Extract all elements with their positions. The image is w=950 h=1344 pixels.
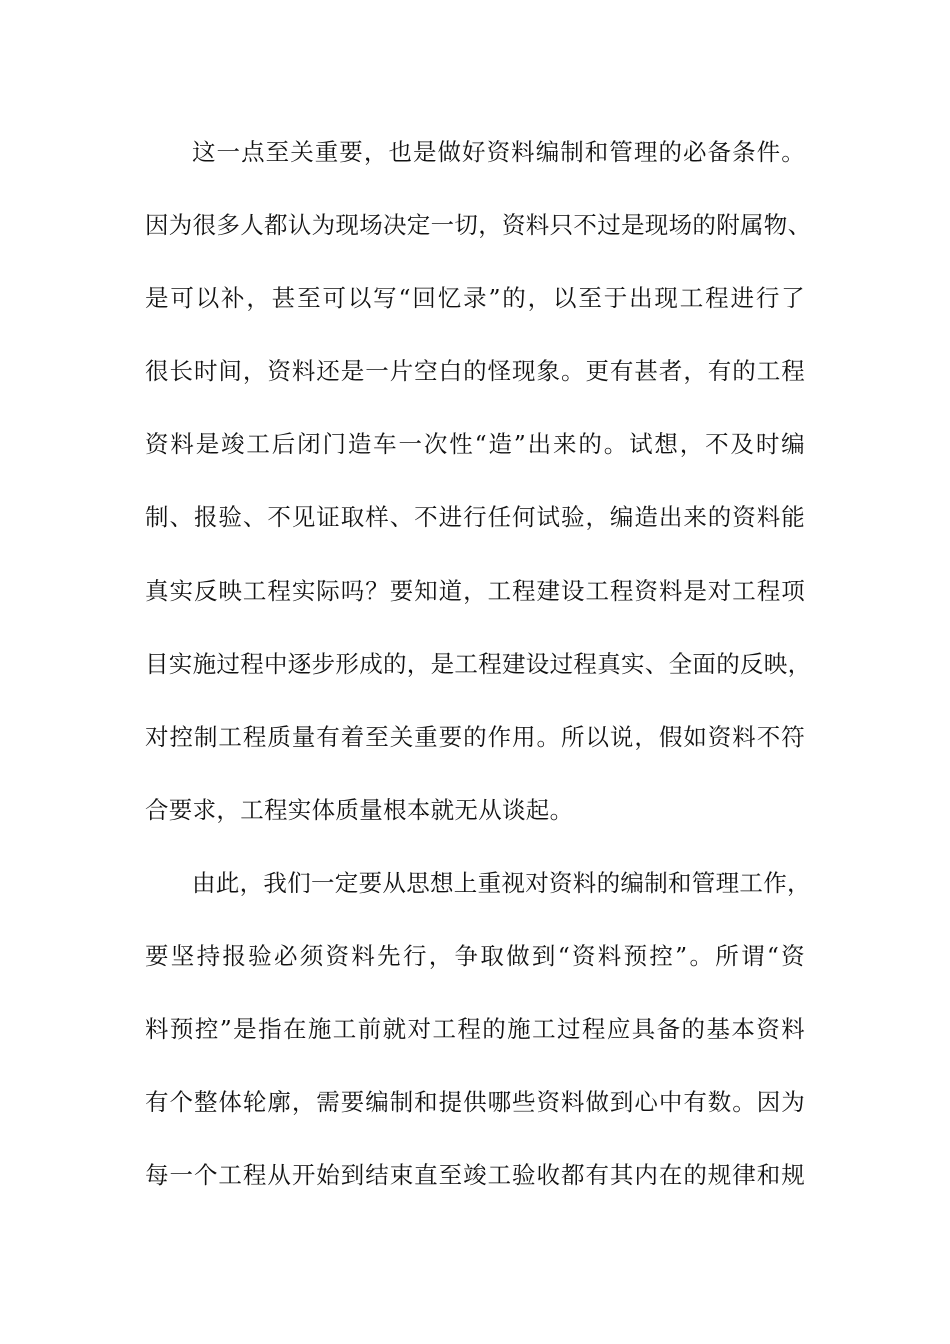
paragraph-line: 制、报验、不见证取样、不进行任何试验，编造出来的资料能	[145, 503, 805, 532]
paragraph-line: 因为很多人都认为现场决定一切，资料只不过是现场的附属物、	[145, 211, 812, 240]
paragraph-line: 是可以补，甚至可以写“回忆录”的，以至于出现工程进行了	[145, 284, 805, 313]
paragraph-line: 有个整体轮廓，需要编制和提供哪些资料做到心中有数。因为	[145, 1088, 805, 1117]
paragraph-line: 这一点至关重要，也是做好资料编制和管理的必备条件。	[192, 138, 805, 166]
paragraph-line: 目实施过程中逐步形成的，是工程建设过程真实、全面的反映，	[145, 649, 812, 678]
paragraph-line: 每一个工程从开始到结束直至竣工验收都有其内在的规律和规	[145, 1161, 805, 1190]
paragraph-line: 资料是竣工后闭门造车一次性“造”出来的。试想，不及时编	[145, 430, 805, 459]
paragraph-line: 要坚持报验必须资料先行，争取做到“资料预控”。所谓“资	[145, 942, 805, 971]
document-body	[145, 125, 812, 1221]
paragraph-line: 合要求，工程实体质量根本就无从谈起。	[145, 795, 574, 824]
paragraph-line: 很长时间，资料还是一片空白的怪现象。更有甚者，有的工程	[145, 357, 805, 386]
paragraph-line: 真实反映工程实际吗？要知道，工程建设工程资料是对工程项	[145, 576, 805, 605]
paragraph-line: 对控制工程质量有着至关重要的作用。所以说，假如资料不符	[145, 722, 805, 751]
paragraph-line: 由此，我们一定要从思想上重视对资料的编制和管理工作，	[192, 868, 811, 897]
paragraph-line: 料预控”是指在施工前就对工程的施工过程应具备的基本资料	[145, 1015, 805, 1044]
